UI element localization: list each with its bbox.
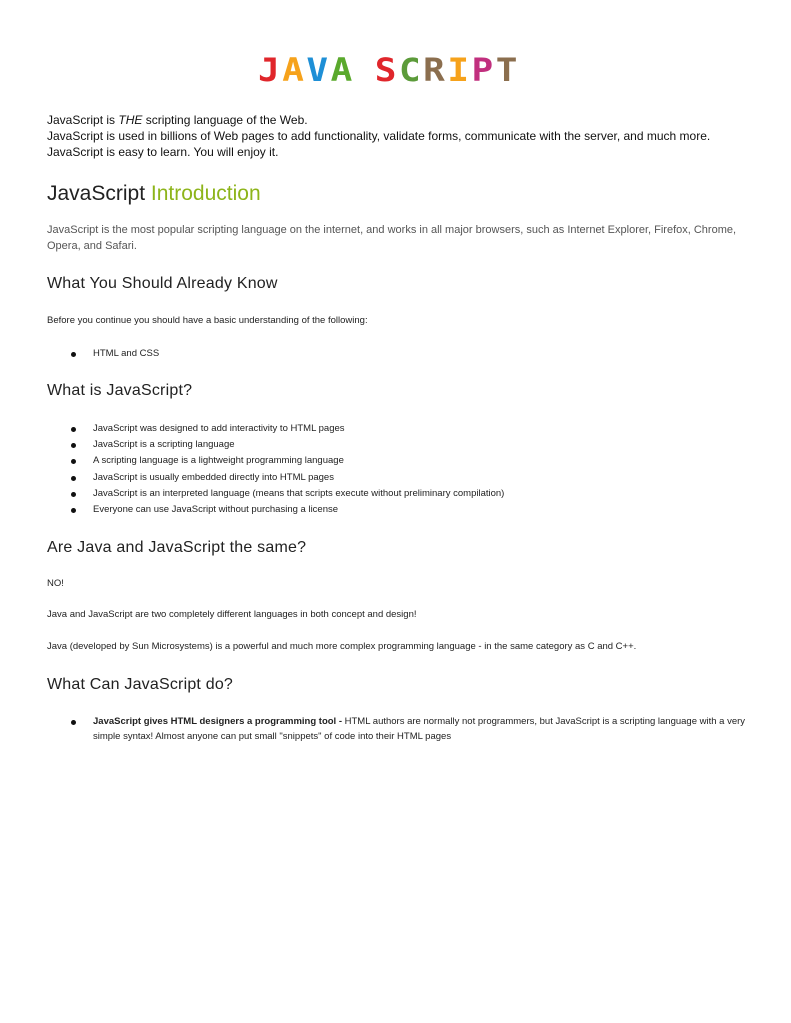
can-do-list <box>47 715 753 744</box>
already-know-text: Before you continue you should have a basic understanding of the following: <box>47 315 368 326</box>
list-item-text: HTML authors are normally not programmers, but JavaScript is a scripting language with a very simple syntax! Almost anyone can put small "snippets" of code into their HTML pages <box>93 716 746 742</box>
logo-letter-r: R <box>423 52 446 89</box>
same-paragraph-1: Java and JavaScript are two completely different languages in both concept and design! <box>47 609 417 620</box>
logo-letter-a1: A <box>282 52 305 89</box>
list-item <box>47 453 504 469</box>
logo-letter-c: C <box>398 52 422 89</box>
page-title <box>47 180 261 208</box>
list-item <box>47 715 753 744</box>
list-item-text: A scripting language is a lightweight programming language <box>93 455 344 467</box>
section-title-can-do: What Can JavaScript do? <box>47 676 234 693</box>
page-title-part2: Introduction <box>150 182 261 205</box>
logo-letter-s: S <box>374 52 397 89</box>
bullet-icon <box>71 476 76 481</box>
bullet-icon <box>71 352 76 357</box>
logo-letter-i: I <box>447 52 470 89</box>
list-item-text: JavaScript is a scripting language <box>93 439 235 451</box>
list-item <box>47 437 504 453</box>
list-item-bold: JavaScript gives HTML designers a programming tool - <box>93 716 342 727</box>
list-item-text: Everyone can use JavaScript without purchasing a license <box>93 504 339 516</box>
intro-line-2: JavaScript is used in billions of Web pages to add functionality, validate forms, communicate with the server, and much more. <box>47 129 711 143</box>
intro-block <box>47 112 767 160</box>
list-item-text: JavaScript was designed to add interactivity to HTML pages <box>93 423 345 434</box>
intro-line-1-post: scripting language of the Web. <box>142 113 308 127</box>
logo-letter-p: P <box>471 52 494 89</box>
list-item <box>47 346 159 362</box>
already-know-list <box>47 346 159 362</box>
logo-letter-a2: A <box>330 52 353 89</box>
section-title-already-know: What You Should Already Know <box>47 275 278 292</box>
intro-line-1-emphasis: THE <box>118 113 143 127</box>
bullet-icon <box>71 720 76 725</box>
page-title-part1: JavaScript <box>47 182 146 205</box>
same-paragraph-2: Java (developed by Sun Microsystems) is a powerful and much more complex programming language - in the same category as C and C++. <box>47 641 637 652</box>
logo-letter-j: J <box>258 52 281 89</box>
section-title-same: Are Java and JavaScript the same? <box>47 539 307 556</box>
intro-line-3: JavaScript is easy to learn. You will enjoy it. <box>47 145 279 159</box>
bullet-icon <box>71 443 76 448</box>
bullet-icon <box>71 459 76 464</box>
same-answer: NO! <box>47 578 64 589</box>
list-item-text: JavaScript is an interpreted language (means that scripts execute without preliminary compilation) <box>93 487 505 499</box>
intro-description: JavaScript is the most popular scripting language on the internet, and works in all major browsers, such as Internet Explorer, Firefox, Chrome, Opera, and Safari. <box>47 224 737 252</box>
what-is-list <box>47 421 504 518</box>
bullet-icon <box>71 508 76 513</box>
section-title-what-is: What is JavaScript? <box>47 382 193 399</box>
intro-line-1 <box>47 112 767 128</box>
logo-letter-v: V <box>306 52 329 89</box>
list-item <box>47 486 504 502</box>
logo-letter-t: T <box>495 52 518 89</box>
list-item <box>47 421 504 437</box>
javascript-logo <box>258 54 532 88</box>
intro-line-1-pre: JavaScript is <box>47 113 119 127</box>
list-item <box>47 502 504 518</box>
bullet-icon <box>71 492 76 497</box>
list-item-text: HTML and CSS <box>93 348 160 359</box>
list-item <box>47 470 504 486</box>
bullet-icon <box>71 427 76 432</box>
list-item-text: JavaScript is usually embedded directly into HTML pages <box>93 471 334 483</box>
